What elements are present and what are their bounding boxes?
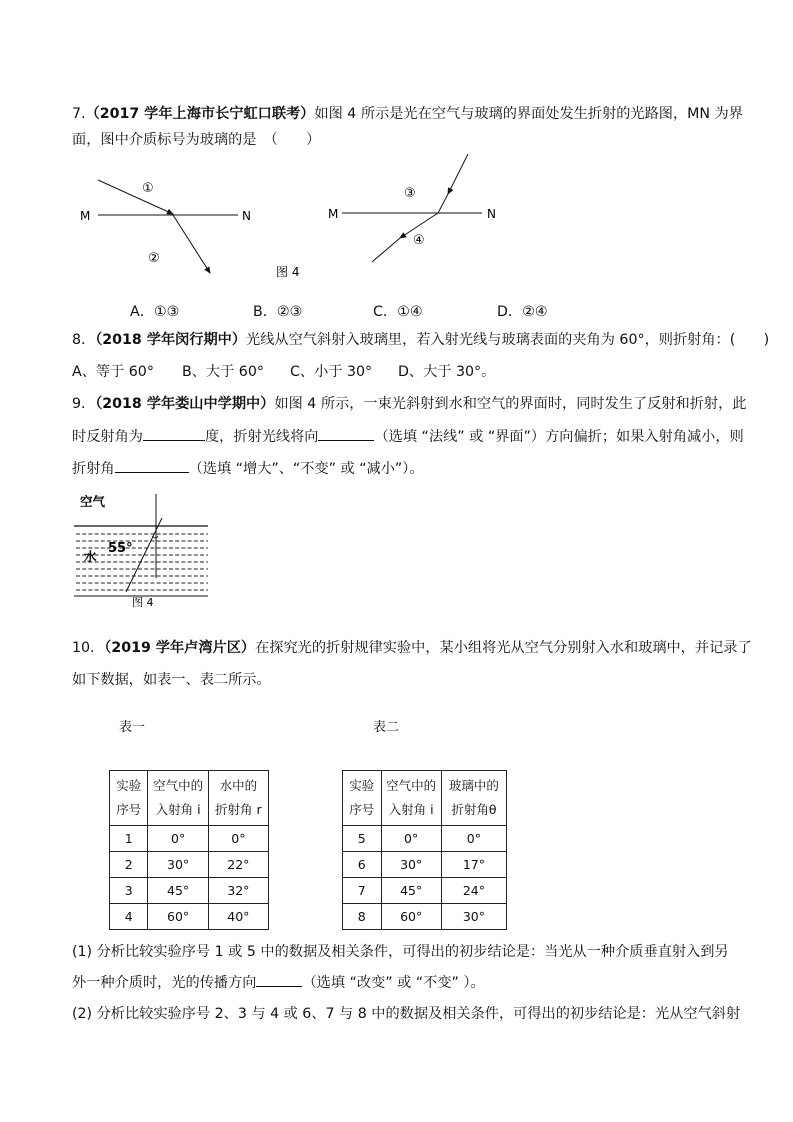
q8-source: （2018 学年闵行期中） <box>95 332 247 348</box>
table2-header-cell: 玻璃中的 折射角θ <box>441 771 506 826</box>
q7-figure-caption: 图 4 <box>276 265 300 279</box>
table1-header-cell: 实验 序号 <box>110 771 148 826</box>
q9-text-3b: （选填 “增大”、“不变” 或 “减小”）。 <box>188 461 424 477</box>
table2-header-cell: 空气中的 入射角 i <box>381 771 441 826</box>
q7-option-d: D．②④ <box>497 304 548 320</box>
q7-label-3: ③ <box>404 186 416 201</box>
table-cell: 22° <box>208 852 268 878</box>
q8-option-d: D、大于 30°。 <box>398 364 496 380</box>
table-cell: 3 <box>110 878 148 904</box>
q7-label-2: ② <box>148 251 160 266</box>
table-cell: 6 <box>343 852 382 878</box>
table-cell: 30° <box>148 852 208 878</box>
table2-header-cell: 实验 序号 <box>343 771 382 826</box>
table-row <box>110 852 269 878</box>
q7-left-m-label: M <box>80 209 91 223</box>
q8-option-b: B、大于 60° <box>182 364 264 380</box>
refraction-angle-blank[interactable] <box>115 458 189 473</box>
q10-line1 <box>72 638 752 658</box>
q7-left-n-label: N <box>242 209 251 223</box>
q9-number: 9． <box>72 396 96 412</box>
q8-text: 光线从空气斜射入玻璃里，若入射光线与玻璃表面的夹角为 60°，则折射角：( ) <box>246 332 770 348</box>
q7-line1 <box>72 104 743 124</box>
table-row <box>343 904 507 930</box>
q8-line <box>72 330 769 350</box>
table-cell: 40° <box>208 904 268 930</box>
table1-header-row <box>110 771 269 826</box>
table-cell: 24° <box>441 878 506 904</box>
table-row <box>343 826 507 852</box>
table-cell: 5 <box>343 826 382 852</box>
table-cell: 0° <box>441 826 506 852</box>
q10-sub1-text-b: （选填 “改变” 或 “不变” ）。 <box>302 975 485 991</box>
q9-text-2a: 时反射角为 <box>72 429 143 445</box>
table-row <box>110 904 269 930</box>
q10-sub1-line1: (1) 分析比较实验序号 1 或 5 中的数据及相关条件，可得出的初步结论是：当光从一种介质垂直射入到另 <box>72 944 729 960</box>
table-cell: 1 <box>110 826 148 852</box>
table-cell: 30° <box>441 904 506 930</box>
table1 <box>109 770 269 930</box>
table-cell: 60° <box>148 904 208 930</box>
q10-number: 10． <box>72 640 105 656</box>
q9-source: （2018 学年娄山中学期中） <box>95 396 275 412</box>
q7-right-n-label: N <box>487 207 496 221</box>
q10-sub1-line2 <box>72 972 485 993</box>
q7-number: 7. <box>72 106 86 122</box>
q7-left-refracted-ray <box>173 215 210 273</box>
table-cell: 8 <box>343 904 382 930</box>
table2-caption: 表二 <box>373 720 400 735</box>
table-cell: 0° <box>381 826 441 852</box>
q10-sub1-text-a: 外一种介质时，光的传播方向 <box>72 975 257 991</box>
q9-line2 <box>72 426 744 447</box>
q7-text-1: 如图 4 所示是光在空气与玻璃的界面处发生折射的光路图，MN 为界 <box>314 106 743 122</box>
table-cell: 0° <box>208 826 268 852</box>
propagation-direction-blank[interactable] <box>256 972 302 987</box>
q7-option-a: A．①③ <box>130 304 180 320</box>
table1-header-cell: 空气中的 入射角 i <box>148 771 208 826</box>
q9-text-3a: 折射角 <box>72 461 115 477</box>
q9-figure <box>74 488 214 613</box>
q7-option-c: C．①④ <box>373 304 423 320</box>
q9-text-1: 如图 4 所示，一束光斜射到水和空气的界面时，同时发生了反射和折射，此 <box>274 396 747 412</box>
q10-text-1: 在探究光的折射规律实验中，某小组将光从空气分别射入水和玻璃中，并记录了 <box>255 640 752 656</box>
table-cell: 60° <box>381 904 441 930</box>
table-cell: 45° <box>148 878 208 904</box>
table1-caption: 表一 <box>119 720 146 735</box>
table-cell: 4 <box>110 904 148 930</box>
table-row <box>110 826 269 852</box>
table-cell: 30° <box>381 852 441 878</box>
table-cell: 2 <box>110 852 148 878</box>
q7-line2: 面，图中介质标号为玻璃的是 （ ） <box>72 132 321 148</box>
q7-right-m-label: M <box>328 207 339 221</box>
q9-water-label: 水 <box>84 549 97 564</box>
table2 <box>342 770 507 930</box>
reflection-angle-blank[interactable] <box>143 426 205 441</box>
q10-sub2-line1: (2) 分析比较实验序号 2、3 与 4 或 6、7 与 8 中的数据及相关条件，可得出的初步结论是：光从空气斜射 <box>72 1006 741 1022</box>
q7-left-incident-ray <box>98 180 173 214</box>
q10-line2: 如下数据，如表一、表二所示。 <box>72 672 271 688</box>
q7-right-ray-upper-arrow <box>448 154 468 194</box>
table-cell: 7 <box>343 878 382 904</box>
q8-option-a: A、等于 60° <box>72 364 154 380</box>
q7-right-ray-lower <box>372 238 400 262</box>
q9-line1 <box>72 394 746 414</box>
q9-angle-label: 55° <box>108 541 133 556</box>
q9-text-2b: 度，折射光线将向 <box>204 429 319 445</box>
q10-source: （2019 学年卢湾片区） <box>104 640 256 656</box>
table1-header-cell: 水中的 折射角 r <box>208 771 268 826</box>
q8-option-c: C、小于 30° <box>290 364 373 380</box>
q7-figure <box>70 150 530 290</box>
table-row <box>343 852 507 878</box>
q7-option-b: B．②③ <box>253 304 303 320</box>
table2-header-row <box>343 771 507 826</box>
table-cell: 0° <box>148 826 208 852</box>
refraction-direction-blank[interactable] <box>318 426 374 441</box>
q9-figure-caption: 图 4 <box>132 596 154 609</box>
q9-text-2c: （选填 “法线” 或 “界面”）方向偏折；如果入射角减小，则 <box>374 429 744 445</box>
q8-number: 8． <box>72 332 96 348</box>
q7-source: （2017 学年上海市长宁虹口联考） <box>85 106 315 122</box>
q7-right-ray-upper <box>438 194 448 213</box>
table-cell: 45° <box>381 878 441 904</box>
table-row <box>110 878 269 904</box>
table-cell: 32° <box>208 878 268 904</box>
table-cell: 17° <box>441 852 506 878</box>
table-row <box>343 878 507 904</box>
q9-line3 <box>72 458 424 479</box>
q7-label-1: ① <box>142 181 154 196</box>
q7-label-4: ④ <box>413 233 425 248</box>
q9-air-label: 空气 <box>80 494 106 509</box>
